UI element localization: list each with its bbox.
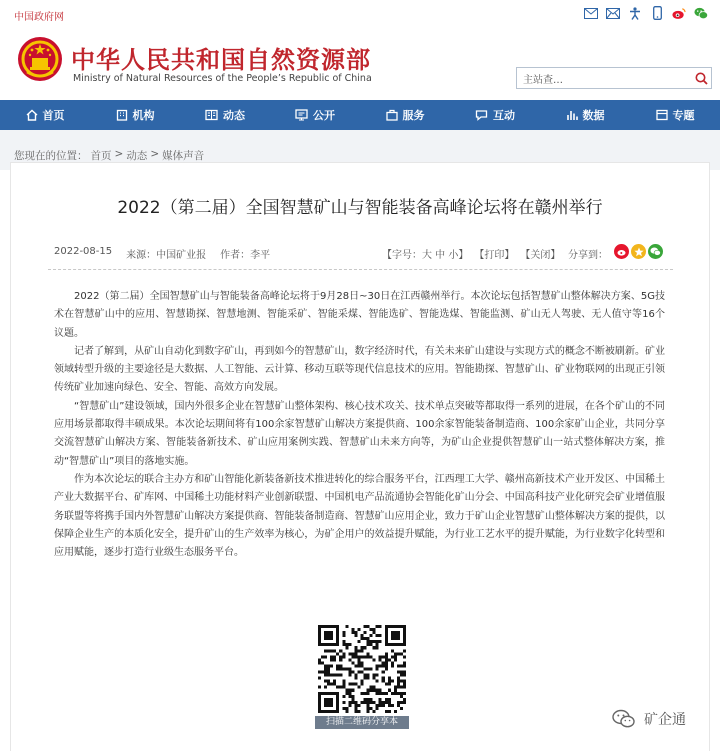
- nav-label: 互动: [493, 109, 515, 122]
- chat-icon: [475, 109, 488, 121]
- article-body: [54, 288, 665, 562]
- nav-item-interact[interactable]: [450, 100, 540, 130]
- author-label: 作者：: [220, 250, 251, 261]
- article-source: 中国矿业报: [156, 250, 207, 261]
- share-label: 分享到：: [568, 250, 608, 261]
- breadcrumb: [14, 148, 204, 163]
- main-nav: [0, 100, 720, 130]
- article-meta: [48, 244, 673, 264]
- breadcrumb-news[interactable]: 动态: [126, 150, 148, 162]
- nav-label: 服务: [402, 109, 425, 122]
- weibo-icon[interactable]: [672, 6, 686, 20]
- article-source-group: [126, 246, 206, 261]
- nav-item-topic[interactable]: [630, 100, 720, 130]
- article-author-group: [220, 246, 270, 261]
- mobile-icon[interactable]: [650, 6, 664, 20]
- watermark-text: 矿企通: [644, 712, 686, 728]
- meta-divider: [48, 269, 673, 270]
- breadcrumb-media[interactable]: 媒体声音: [162, 150, 205, 162]
- service-icon: [386, 109, 398, 121]
- nav-item-org[interactable]: [90, 100, 180, 130]
- breadcrumb-separator: >: [114, 148, 124, 160]
- site-title-en: Ministry of Natural Resources of the People’s Republic of China: [73, 73, 372, 84]
- nav-label: 动态: [223, 109, 245, 122]
- mail-alt-icon[interactable]: [606, 6, 620, 20]
- article-author: 李平: [250, 250, 271, 261]
- top-icon-group: [584, 6, 708, 20]
- home-icon: [26, 109, 38, 121]
- nav-item-data[interactable]: [540, 100, 630, 130]
- article-title: 2022（第二届）全国智慧矿山与智能装备高峰论坛将在赣州举行: [117, 198, 603, 218]
- news-icon: [205, 109, 218, 121]
- nav-item-open[interactable]: [270, 100, 360, 130]
- nav-label: 数据: [582, 109, 605, 122]
- article-paragraph: “智慧矿山”建设领域，国内外很多企业在智慧矿山整体架构、核心技术攻关、技术单点突破等都取得一系列的进展，在各个矿山的不同应用场景都取得丰硕成果。本次论坛期间将有100余家智慧矿山解决方案提供商、100余家智能装备制造商、100余家矿山企业，共同分享交流智慧矿山解决方案、智能装备新技术、矿山应用案例实践、智慧矿山未来方向等，为矿山企业提供智慧矿山一站式整体解决方案，推动“智慧矿山”项目的落地实施。: [54, 400, 665, 467]
- data-icon: [566, 109, 578, 121]
- open-icon: [295, 109, 308, 121]
- search-icon[interactable]: [691, 68, 711, 88]
- nav-label: 公开: [313, 109, 335, 122]
- article-paragraph: 2022（第二届）全国智慧矿山与智能装备高峰论坛将于9月28日~30日在江西赣州举行。本次论坛包括智慧矿山整体解决方案、5G技术在智慧矿山中的应用、智慧勘探、智慧地测、智能采矿、智能采煤、智能选矿、智能选煤、智能监测、矿山无人驾驶、无人值守等16个议题。: [54, 291, 665, 339]
- article-date: 2022-08-15: [54, 246, 113, 257]
- topic-icon: [656, 109, 668, 121]
- nav-item-news[interactable]: [180, 100, 270, 130]
- search-input[interactable]: 主站查…: [523, 74, 563, 86]
- site-header: [0, 30, 720, 100]
- site-title: 中华人民共和国自然资源部: [71, 46, 371, 74]
- wechat-watermark: [612, 709, 686, 729]
- nav-item-service[interactable]: [360, 100, 450, 130]
- print-button[interactable]: 【打印】: [474, 250, 515, 261]
- building-icon: [116, 109, 128, 121]
- article-paragraph: 作为本次论坛的联合主办方和矿山智能化新装备新技术推进转化的综合服务平台，江西理工大学、赣州高新技术产业开发区、中国稀土产业大数据平台、矿库网、中国稀土功能材料产业创新联盟、中国机电产品流通协会智能化矿山分会、中国高科技产业化研究会矿业增值服务联盟等将携手国内外智慧矿山解决方案提供商、智能装备制造商、智慧矿山应用企业，致力于矿山企业智慧矿山整体解决方案的提供，以保障企业生产的本质化安全，提升矿山的生产效率为核心，为矿企用户的效益提升赋能，为行业工艺水平的提升赋能，为行业数字化转型和应用赋能，逐步打造行业级生态服务平台。: [54, 473, 665, 559]
- share-icons: [614, 244, 663, 259]
- top-bar: [0, 0, 720, 30]
- qr-code: [318, 625, 406, 713]
- search-box[interactable]: [516, 67, 712, 89]
- breadcrumb-home[interactable]: 首页: [90, 150, 112, 162]
- breadcrumb-prefix: 您现在的位置：: [14, 150, 88, 162]
- share-weibo-icon[interactable]: [614, 244, 629, 259]
- breadcrumb-separator: >: [150, 148, 160, 160]
- mail-icon[interactable]: [584, 6, 598, 20]
- nav-label: 专题: [672, 109, 695, 122]
- gov-portal-link[interactable]: 中国政府网: [14, 12, 64, 23]
- article-paragraph: 记者了解到，从矿山自动化到数字矿山，再到如今的智慧矿山，数字经济时代，有关未来矿山建设与实现方式的概念不断被刷新。矿业领域转型升级的主要途径是大数据、人工智能、云计算、移动互联等现代信息技术的应用。智能勘探、智慧矿山、矿业物联网的出现正引领传统矿业加速向绿色、安全、智能、高效方向发展。: [54, 345, 665, 394]
- nav-label: 首页: [42, 109, 65, 122]
- national-emblem-icon: [17, 36, 63, 82]
- share-wechat-icon[interactable]: [648, 244, 663, 259]
- share-qzone-icon[interactable]: [631, 244, 646, 259]
- wechat-logo-icon: [612, 709, 636, 729]
- qr-caption: 扫描二维码分享本: [315, 716, 409, 729]
- nav-item-home[interactable]: [0, 100, 90, 130]
- wechat-icon[interactable]: [694, 6, 708, 20]
- nav-label: 机构: [132, 109, 155, 122]
- font-size-controls[interactable]: 【字号：大 中 小】: [382, 250, 469, 261]
- close-button[interactable]: 【关闭】: [520, 250, 561, 261]
- accessibility-icon[interactable]: [628, 6, 642, 20]
- source-label: 来源：: [126, 250, 157, 261]
